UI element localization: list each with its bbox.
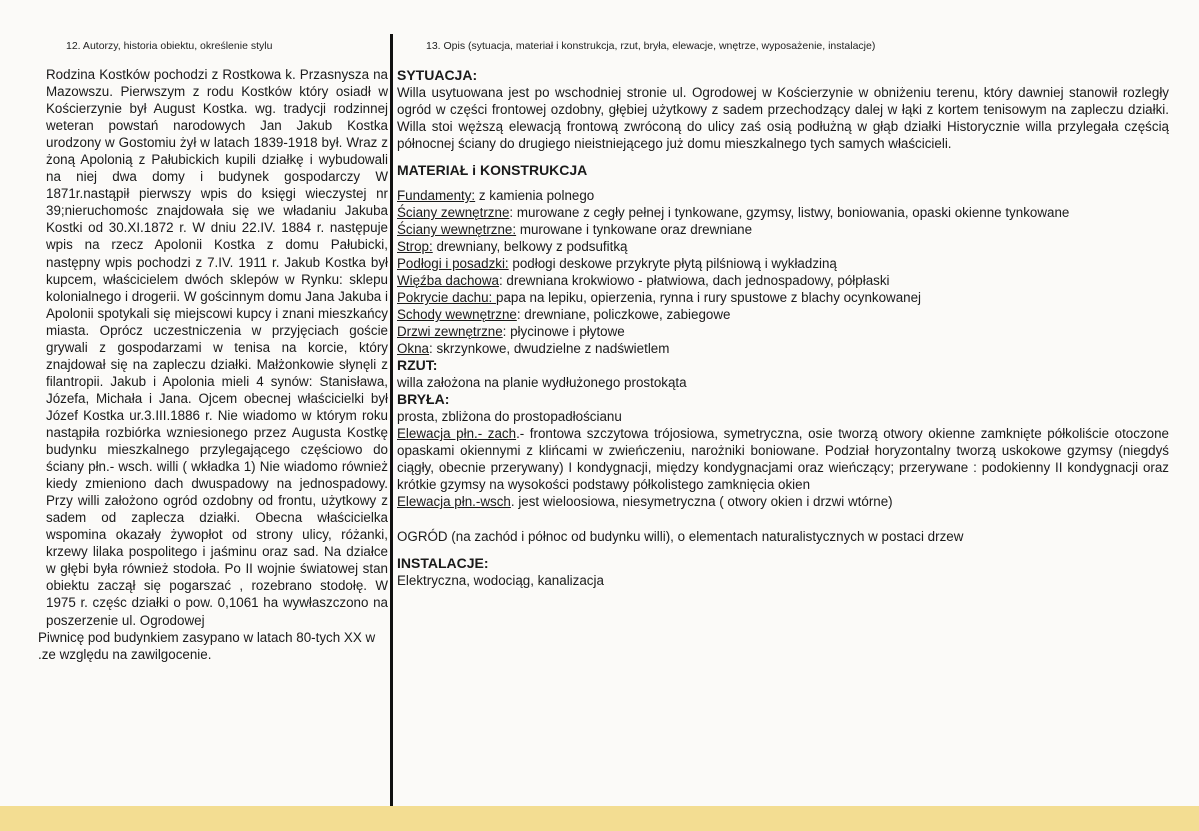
material-value: : drewniana krokwiowo - płatwiowa, dach jednospadowy, półpłaski (498, 273, 890, 288)
ogrod-text: OGRÓD (na zachód i północ od budynku willi), o elementach naturalistycznych w postaci drzew (397, 529, 964, 544)
material-value: : płycinowe i płytowe (502, 324, 625, 339)
sytuacja-text: Willa usytuowana jest po wschodniej stronie ul. Ogrodowej w Kościerzynie w obniżeniu terenu, który dawniej stanowił rozległy ogród w części frontowej ozdobny, głębiej użytkowy z sadem przechodzący dalej w łąki z kortem tenisowym na zapleczu działki. Willa stoi węższą elewacją frontową zwróconą do ulicy zaś osią podłużną w głąb działki Historycznie willa przylegała częścią północnej ściany do drugiego nieistniejącego już domu mieszkalnego tych samych właścicieli. (397, 85, 1169, 151)
elewacja-side (397, 493, 1169, 510)
material-value: : murowane z cegły pełnej i tynkowane, gzymsy, listwy, boniowania, opaski okienne tynkowane (509, 205, 1070, 220)
material-item (397, 255, 1169, 272)
material-label: Strop: (397, 239, 433, 254)
elewacja-front-text: .- frontowa szczytowa trójosiowa, symetryczna, osie tworzą otwory okienne zamknięte półkoliście otoczone opaskami okiennymi z klińcami w zwieńczeniu, narożniki boniowane. Podział horyzontalny tworzą uskokowe gzymsy (niegdyś ciągły, obecnie przerywany) I kondygnacji, między kondygnacjami oraz wieńczący; przerywane : podokienny II kondygnacji oraz krótkie gzymsy na wysokości podstawy półkolistego zamknięcia okien (397, 426, 1169, 492)
material-item (397, 306, 1169, 323)
material-item (397, 340, 1169, 357)
column-divider (390, 34, 393, 806)
material-label: Więźba dachowa (397, 273, 499, 288)
material-label: Fundamenty: (397, 188, 476, 203)
material-label: Ściany wewnętrzne: (397, 222, 517, 237)
elewacja-side-label: Elewacja płn.-wsch (397, 494, 511, 509)
material-label: Okna (397, 341, 430, 356)
material-item (397, 272, 1169, 289)
material-item (397, 289, 1169, 306)
instalacje-text: Elektryczna, wodociąg, kanalizacja (397, 573, 604, 588)
materials-list (397, 187, 1169, 357)
material-value: : drewniane, policzkowe, zabiegowe (516, 307, 731, 322)
bryla-heading: BRYŁA: (397, 391, 450, 407)
rzut-text: willa założona na planie wydłużonego prostokąta (397, 375, 687, 390)
material-heading: MATERIAŁ i KONSTRUKCJA (397, 162, 588, 178)
material-label: Ściany zewnętrzne (397, 205, 510, 220)
material-label: Podłogi i posadzki: (397, 256, 509, 271)
material-value: podłogi deskowe przykryte płytą pilśniową i wykładziną (508, 256, 837, 271)
material-value: murowane i tynkowane oraz drewniane (516, 222, 753, 237)
material-label: Pokrycie dachu: (397, 290, 496, 305)
material-item (397, 204, 1169, 221)
page-bottom-band (0, 806, 1199, 831)
material-value: papa na lepiku, opierzenia, rynna i rury spustowe z blachy ocynkowanej (496, 290, 922, 305)
elewacja-side-text: . jest wieloosiowa, niesymetryczna ( otwory okien i drzwi wtórne) (510, 494, 893, 509)
material-value: z kamienia polnego (475, 188, 595, 203)
material-label: Drzwi zewnętrzne (397, 324, 503, 339)
bryla-text: prosta, zbliżona do prostopadłościanu (397, 409, 622, 424)
material-item (397, 221, 1169, 238)
section-12-header: 12. Autorzy, historia obiektu, określenie stylu (66, 40, 273, 52)
instalacje-heading: INSTALACJE: (397, 555, 489, 571)
material-value: : skrzynkowe, dwudzielne z nadświetlem (429, 341, 670, 356)
elewacja-front (397, 425, 1169, 493)
material-label: Schody wewnętrzne (397, 307, 517, 322)
sytuacja-heading: SYTUACJA: (397, 67, 478, 83)
material-item (397, 187, 1169, 204)
material-item (397, 238, 1169, 255)
section-13-header: 13. Opis (sytuacja, materiał i konstrukcja, rzut, bryła, elewacje, wnętrze, wyposażenie, instalacje) (426, 40, 876, 52)
rzut-heading: RZUT: (397, 357, 438, 373)
history-column (38, 66, 388, 663)
history-text-last: Piwnicę pod budynkiem zasypano w latach 80-tych XX w .ze względu na zawilgocenie. (38, 629, 376, 662)
material-value: drewniany, belkowy z podsufitką (432, 239, 628, 254)
history-text: Rodzina Kostków pochodzi z Rostkowa k. Przasnysza na Mazowszu. Pierwszym z rodu Kostków który osiadł w Kościerzynie był August Kostka. wg. tradycji rodzinnej weteran powstań narodowych Jan Jakub Kostka urodzony w Gostomiu żył w latach 1839-1918 był. Wraz z żoną Apolonią z Pałubickich kupili działkę i wybudowali na niej dwa domy i budynek gospodarczy W 1871r.nastąpił pierwszy wpis do księgi wieczystej nr 39;nieruchomośc znajdowała się we władaniu Jakuba Kostki od 30.XI.1872 r. W dniu 22.IV. 1884 r. następuje wpis na rzecz Apolonii Kostka z domu Pałubicki, następny wpis pochodzi z 7.IV. 1911 r. Jakub Kostka był kupcem, właścicielem dwóch sklepów w Rynku: sklepu kolonialnego i drogerii. W gościnnym domu Jana Jakuba i Apolonii spotykali się miejscowi kupcy i znani mieszkańcy miasta. Oprócz uczestniczenia w przyjęciach goście grywali z gospodarzami w tenisa na korcie, który znajdował się na zapleczu działki. Małżonkowie słynęli z filantropii. Jakub i Apolonia mieli 4 synów: Stanisława, Józefa, Michała i Jana. Ojcem obecnej właścicielki był Józef Kostka ur.3.III.1886 r. Nie wiadomo w którym roku nastąpiła rozbiórka wzniesionego przez Augusta Kostkę budynku mieszkalnego przylegającego częściowo do ściany płn.- wsch. willi ( wkładka 1) Nie wiadomo również kiedy zmieniono dach dwuspadowy na jednospadowy. Przy willi założono ogród ozdobny od frontu, użytkowy z sadem od zaplecza działki. Obecna właścicielka wspomina okazały żywopłot od strony ulicy, różanki, krzewy lilaka pospolitego i jaśminu oraz sad. Na działce w głębi była również stodoła. Po II wojnie światowej stan obiektu zaczął się pogarszać , rozebrano stodołę. W 1975 r. częśc działki o pow. 0,1061 ha wywłaszczono na poszerzenie ul. Ogrodowej (46, 67, 388, 628)
elewacja-front-label: Elewacja płn.- zach (397, 426, 517, 441)
material-item (397, 323, 1169, 340)
description-column (397, 67, 1169, 589)
